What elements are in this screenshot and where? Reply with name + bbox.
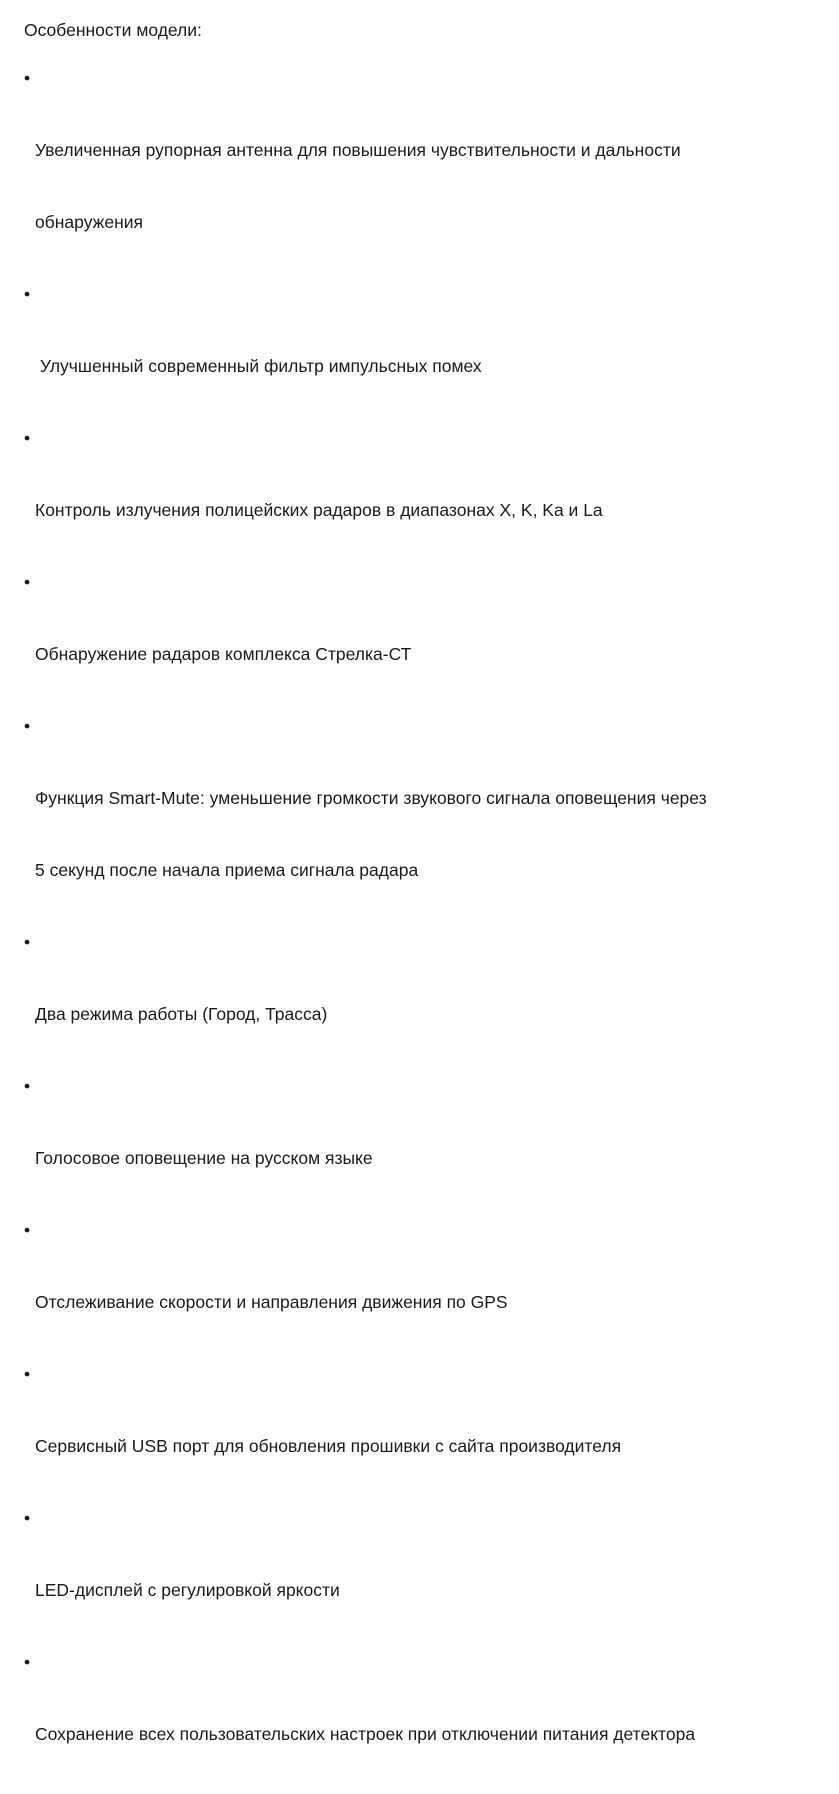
list-item bbox=[24, 282, 824, 426]
list-item bbox=[24, 426, 824, 570]
bullet-icon: • bbox=[24, 1220, 31, 1240]
list-item bbox=[24, 1650, 824, 1794]
feature-text: Увеличенная рупорная антенна для повышения чувствительности и дальности bbox=[35, 140, 681, 160]
list-item bbox=[24, 1218, 824, 1362]
list-item bbox=[24, 1506, 824, 1650]
list-item bbox=[24, 570, 824, 714]
bullet-icon: • bbox=[24, 1364, 31, 1384]
feature-text: Отслеживание скорости и направления движения по GPS bbox=[35, 1292, 508, 1312]
bullet-icon: • bbox=[24, 68, 31, 88]
bullet-icon: • bbox=[24, 284, 31, 304]
document-title: Особенности модели: bbox=[24, 20, 202, 40]
feature-text: Голосовое оповещение на русском языке bbox=[35, 1148, 373, 1168]
bullet-icon: • bbox=[24, 1508, 31, 1528]
document bbox=[24, 18, 824, 1794]
feature-text: Обнаружение радаров комплекса Стрелка-СТ bbox=[35, 644, 412, 664]
feature-text-continued: обнаружения bbox=[35, 212, 143, 232]
feature-text: Два режима работы (Город, Трасса) bbox=[35, 1004, 328, 1024]
feature-text: Контроль излучения полицейских радаров в диапазонах X, K, Ka и La bbox=[35, 500, 603, 520]
list-item bbox=[24, 1074, 824, 1218]
feature-list bbox=[24, 66, 824, 1794]
feature-text: Сервисный USB порт для обновления прошивки с сайта производителя bbox=[35, 1436, 622, 1456]
bullet-icon: • bbox=[24, 428, 31, 448]
bullet-icon: • bbox=[24, 572, 31, 592]
bullet-icon: • bbox=[24, 1076, 31, 1096]
list-item bbox=[24, 1362, 824, 1506]
list-item bbox=[24, 714, 824, 930]
list-item bbox=[24, 66, 824, 282]
feature-text: Улучшенный современный фильтр импульсных помех bbox=[35, 356, 482, 376]
bullet-icon: • bbox=[24, 932, 31, 952]
bullet-icon: • bbox=[24, 1652, 31, 1672]
feature-text-continued: 5 секунд после начала приема сигнала радара bbox=[35, 860, 419, 880]
feature-text: LED-дисплей с регулировкой яркости bbox=[35, 1580, 340, 1600]
bullet-icon: • bbox=[24, 716, 31, 736]
feature-text: Функция Smart-Mute: уменьшение громкости звукового сигнала оповещения через bbox=[35, 788, 707, 808]
list-item bbox=[24, 930, 824, 1074]
feature-text: Сохранение всех пользовательских настроек при отключении питания детектора bbox=[35, 1724, 696, 1744]
